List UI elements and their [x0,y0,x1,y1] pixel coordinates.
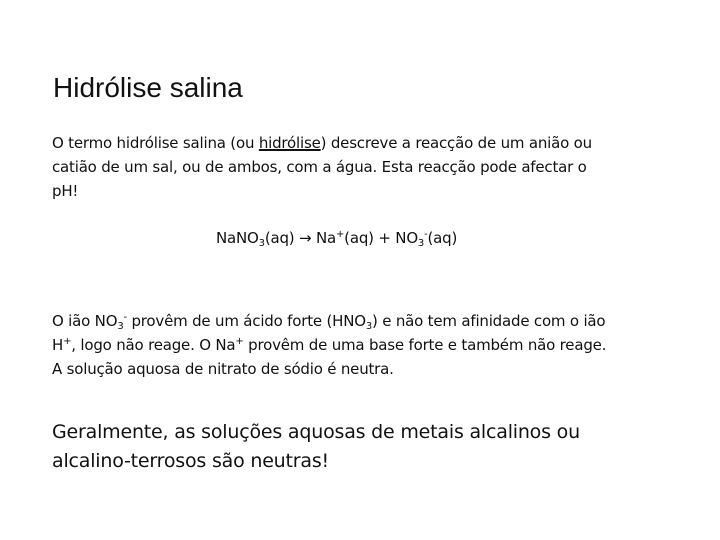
explanation-text: provêm de um ácido forte (HNO [126,312,366,330]
reaction-arrow-icon: → [299,229,312,247]
dissociation-equation [216,226,457,250]
slide-title: Hidrólise salina [53,72,243,103]
definition-paragraph [52,131,692,203]
nitrate-subscript: 3 [417,238,425,249]
definition-text-end: ) descreve a reacção de um anião ou [320,134,592,152]
definition-line-3: pH! [52,182,79,200]
product-nitrate-formula: (aq) + NO [344,229,418,247]
explanation-text: O ião NO [52,312,118,330]
reactant-formula: NaNO [216,229,259,247]
nitrate-charge: - [424,229,428,240]
explanation-line-3: A solução aquosa de nitrato de sódio é neutra. [52,360,394,378]
conclusion-line-1: Geralmente, as soluções aquosas de metais alcalinos ou [52,421,580,443]
hydrogen-charge: + [63,336,72,347]
explanation-text: provêm de uma base forte e também não reage. [243,336,607,354]
explanation-line-2 [52,333,702,357]
reactant-subscript: 3 [258,238,265,249]
sodium-charge: + [335,229,345,240]
reactant-state: (aq) [264,229,295,247]
explanation-text: ) e não tem afinidade com o ião [372,312,606,330]
explanation-paragraph [52,309,702,381]
explanation-text: , logo não reage. O Na [71,336,236,354]
explanation-text: H [52,336,64,354]
nitrate-state: (aq) [427,229,458,247]
conclusion-line-2: alcalino-terrosos são neutras! [52,450,329,472]
nitric-acid-subscript: 3 [365,321,373,332]
explanation-line-1 [52,309,702,333]
definition-text-start: O termo hidrólise salina (ou [52,134,259,152]
conclusion-paragraph [52,418,692,476]
hidrolise-link[interactable]: hidrólise [258,134,321,152]
nitrate-subscript: 3 [117,321,124,332]
nitrate-charge: - [123,312,127,323]
definition-line-2: catião de um sal, ou de ambos, com a água. Esta reacção pode afectar o [52,158,587,176]
sodium-charge: + [235,336,244,347]
product-sodium: Na [311,229,336,247]
definition-line-1 [52,131,692,155]
